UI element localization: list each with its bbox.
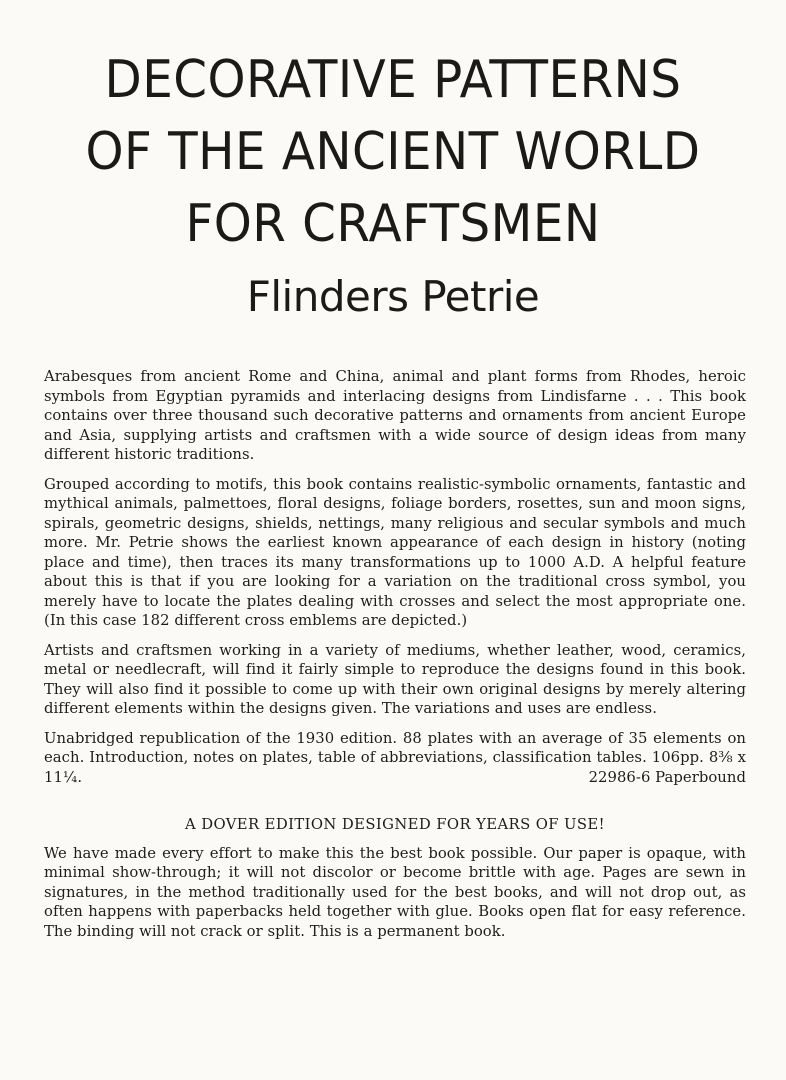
dover-paragraph: We have made every effort to make this the best book possible. Our paper is opaque, with minimal show-through; it will not discolor or become brittle with age. Pages are sewn in signatures, in the method traditionally used for the best books, and will not drop out, as often happens with paperbacks held together with glue. Books open flat for easy reference. The binding will not crack or split. This is a permanent book.	[44, 844, 746, 940]
publication-code: 22986-6 Paperbound	[588, 768, 746, 786]
description-paragraph-1: Arabesques from ancient Rome and China, animal and plant forms from Rhodes, heroic symbols from Egyptian pyramids and interlacing designs from Lindisfarne . . . This book contains over three thousand such decorative patterns and ornaments from ancient Europe and Asia, supplying artists and craftsmen with a wide source of design ideas from many different historic traditions.	[44, 368, 746, 463]
publication-details	[44, 729, 746, 788]
dover-heading: A DOVER EDITION DESIGNED FOR YEARS OF USE!	[185, 816, 605, 833]
description-paragraph-3: Artists and craftsmen working in a variety of mediums, whether leather, wood, ceramics, metal or needlecraft, will find it fairly simple to reproduce the designs found in this book. They will also find it possible to come up with their own original designs by merely altering different elements within the designs given. The variations and uses are endless.	[44, 641, 746, 717]
author-name: Flinders Petrie	[246, 272, 540, 321]
title-block	[0, 44, 786, 322]
publication-text: Unabridged republication of the 1930 edition. 88 plates with an average of 35 elements on each. Introduction, notes on plates, table of abbreviations, classification tables. 106pp. 8⅜ x 11¼.	[44, 729, 746, 786]
description-text	[44, 367, 746, 951]
book-title-line-3: FOR CRAFTSMEN	[185, 194, 601, 254]
book-title-line-1: DECORATIVE PATTERNS	[104, 50, 682, 110]
description-paragraph-2: Grouped according to motifs, this book contains realistic-symbolic ornaments, fantastic and mythical animals, palmettoes, floral designs, foliage borders, rosettes, sun and moon signs, spirals, geometric designs, shields, nettings, many religious and secular symbols and much more. Mr. Petrie shows the earliest known appearance of each design in history (noting place and time), then traces its many transformations up to 1000 A.D. A helpful feature about this is that if you are looking for a variation on the traditional cross symbol, you merely have to locate the plates dealing with crosses and select the most appropriate one. (In this case 182 different cross emblems are depicted.)	[44, 475, 746, 629]
book-title-line-2: OF THE ANCIENT WORLD	[85, 122, 701, 182]
